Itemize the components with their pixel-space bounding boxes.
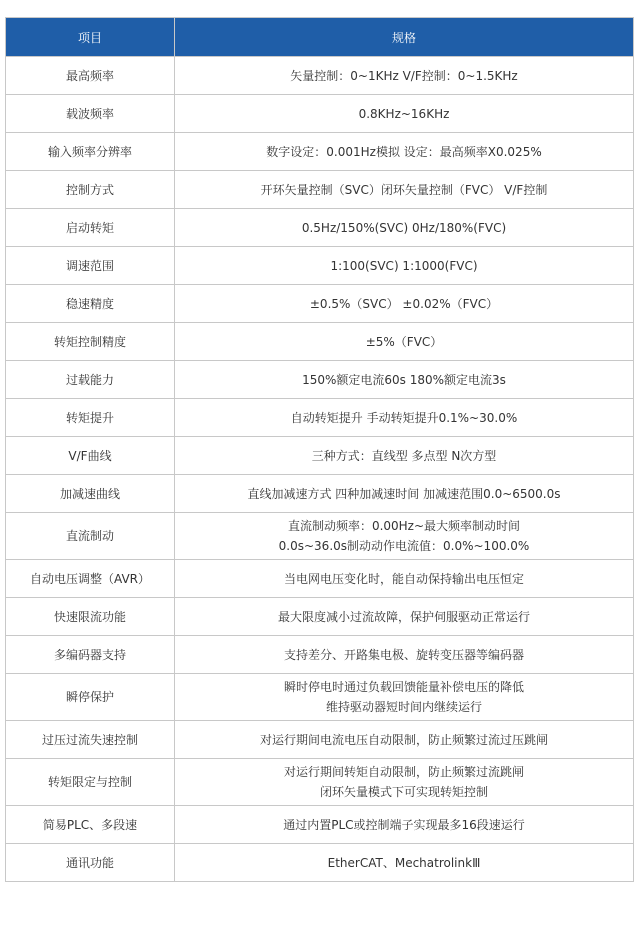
row-item-label: 过压过流失速控制 xyxy=(6,721,175,759)
table-row xyxy=(6,361,634,399)
table-row xyxy=(6,57,634,95)
row-spec-value xyxy=(175,759,634,806)
table-row xyxy=(6,285,634,323)
spec-line: ±0.5%（SVC） ±0.02%（FVC） xyxy=(309,296,499,311)
row-item-label: 转矩限定与控制 xyxy=(6,759,175,806)
row-spec-value xyxy=(175,844,634,882)
spec-line: 对运行期间电流电压自动限制，防止频繁过流过压跳闸 xyxy=(259,732,548,747)
row-spec-value xyxy=(175,513,634,560)
spec-line: 直线加减速方式 四种加减速时间 加减速范围0.0~6500.0s xyxy=(247,486,561,501)
row-spec-value xyxy=(175,209,634,247)
spec-line: 数字设定：0.001Hz模拟 设定：最高频率X0.025% xyxy=(266,144,542,159)
table-body xyxy=(6,57,634,882)
row-item-label: 转矩提升 xyxy=(6,399,175,437)
table-row xyxy=(6,399,634,437)
spec-line: 直流制动频率：0.00Hz~最大频率制动时间 xyxy=(287,519,521,533)
row-spec-value xyxy=(175,560,634,598)
row-spec-value xyxy=(175,806,634,844)
spec-line: 0.5Hz/150%(SVC) 0Hz/180%(FVC) xyxy=(301,220,507,235)
row-item-label: 瞬停保护 xyxy=(6,674,175,721)
row-spec-value xyxy=(175,636,634,674)
table-row xyxy=(6,598,634,636)
spec-line: 开环矢量控制（SVC）闭环矢量控制（FVC） V/F控制 xyxy=(260,182,548,197)
row-item-label: 自动电压调整（AVR） xyxy=(6,560,175,598)
table-row xyxy=(6,133,634,171)
spec-line: 自动转矩提升 手动转矩提升0.1%~30.0% xyxy=(290,410,518,425)
table-row xyxy=(6,844,634,882)
row-spec-value xyxy=(175,399,634,437)
spec-line: 矢量控制：0~1KHz V/F控制：0~1.5KHz xyxy=(290,68,518,83)
spec-line: EtherCAT、MechatrolinkⅢ xyxy=(327,855,481,870)
row-spec-value xyxy=(175,323,634,361)
row-spec-value xyxy=(175,437,634,475)
row-spec-value xyxy=(175,721,634,759)
row-item-label: 多编码器支持 xyxy=(6,636,175,674)
spec-line: 维持驱动器短时间内继续运行 xyxy=(325,700,482,714)
row-item-label: 稳速精度 xyxy=(6,285,175,323)
spec-line: ±5%（FVC） xyxy=(365,334,443,349)
table-row xyxy=(6,323,634,361)
table-header-row xyxy=(6,18,634,57)
table-row xyxy=(6,513,634,560)
spec-line: 当电网电压变化时，能自动保持输出电压恒定 xyxy=(283,571,524,586)
table-row xyxy=(6,759,634,806)
spec-line: 对运行期间转矩自动限制，防止频繁过流跳闸 xyxy=(283,765,524,779)
spec-line: 闭环矢量模式下可实现转矩控制 xyxy=(319,785,488,799)
row-spec-value xyxy=(175,674,634,721)
row-spec-value xyxy=(175,171,634,209)
row-item-label: 过载能力 xyxy=(6,361,175,399)
table-row xyxy=(6,247,634,285)
table-row xyxy=(6,209,634,247)
row-spec-value xyxy=(175,598,634,636)
row-item-label: 调速范围 xyxy=(6,247,175,285)
header-spec: 规格 xyxy=(175,18,634,57)
spec-line: 0.8KHz~16KHz xyxy=(358,106,450,121)
row-spec-value xyxy=(175,95,634,133)
header-item: 项目 xyxy=(6,18,175,57)
spec-line: 瞬时停电时通过负载回馈能量补偿电压的降低 xyxy=(283,680,524,694)
row-spec-value xyxy=(175,475,634,513)
spec-line: 0.0s~36.0s制动动作电流值：0.0%~100.0% xyxy=(278,539,530,553)
spec-table xyxy=(5,17,634,882)
spec-line: 150%额定电流60s 180%额定电流3s xyxy=(302,372,506,387)
table-row xyxy=(6,721,634,759)
row-item-label: 快速限流功能 xyxy=(6,598,175,636)
row-item-label: 通讯功能 xyxy=(6,844,175,882)
row-item-label: 加减速曲线 xyxy=(6,475,175,513)
table-row xyxy=(6,806,634,844)
table-row xyxy=(6,674,634,721)
row-spec-value xyxy=(175,361,634,399)
row-item-label: 直流制动 xyxy=(6,513,175,560)
row-spec-value xyxy=(175,247,634,285)
row-spec-value xyxy=(175,57,634,95)
row-item-label: V/F曲线 xyxy=(6,437,175,475)
spec-line: 支持差分、开路集电极、旋转变压器等编码器 xyxy=(283,647,524,662)
row-item-label: 载波频率 xyxy=(6,95,175,133)
table-row xyxy=(6,171,634,209)
spec-table-container xyxy=(5,17,633,882)
table-row xyxy=(6,560,634,598)
table-row xyxy=(6,95,634,133)
table-row xyxy=(6,475,634,513)
row-spec-value xyxy=(175,133,634,171)
spec-line: 三种方式：直线型 多点型 N次方型 xyxy=(311,448,497,463)
row-spec-value xyxy=(175,285,634,323)
row-item-label: 最高频率 xyxy=(6,57,175,95)
row-item-label: 转矩控制精度 xyxy=(6,323,175,361)
spec-line: 最大限度减小过流故障，保护伺服驱动正常运行 xyxy=(277,609,530,624)
spec-line: 通过内置PLC或控制端子实现最多16段速运行 xyxy=(283,817,525,832)
spec-line: 1:100(SVC) 1:1000(FVC) xyxy=(330,258,478,273)
row-item-label: 输入频率分辨率 xyxy=(6,133,175,171)
table-row xyxy=(6,636,634,674)
row-item-label: 启动转矩 xyxy=(6,209,175,247)
row-item-label: 简易PLC、多段速 xyxy=(6,806,175,844)
row-item-label: 控制方式 xyxy=(6,171,175,209)
table-row xyxy=(6,437,634,475)
